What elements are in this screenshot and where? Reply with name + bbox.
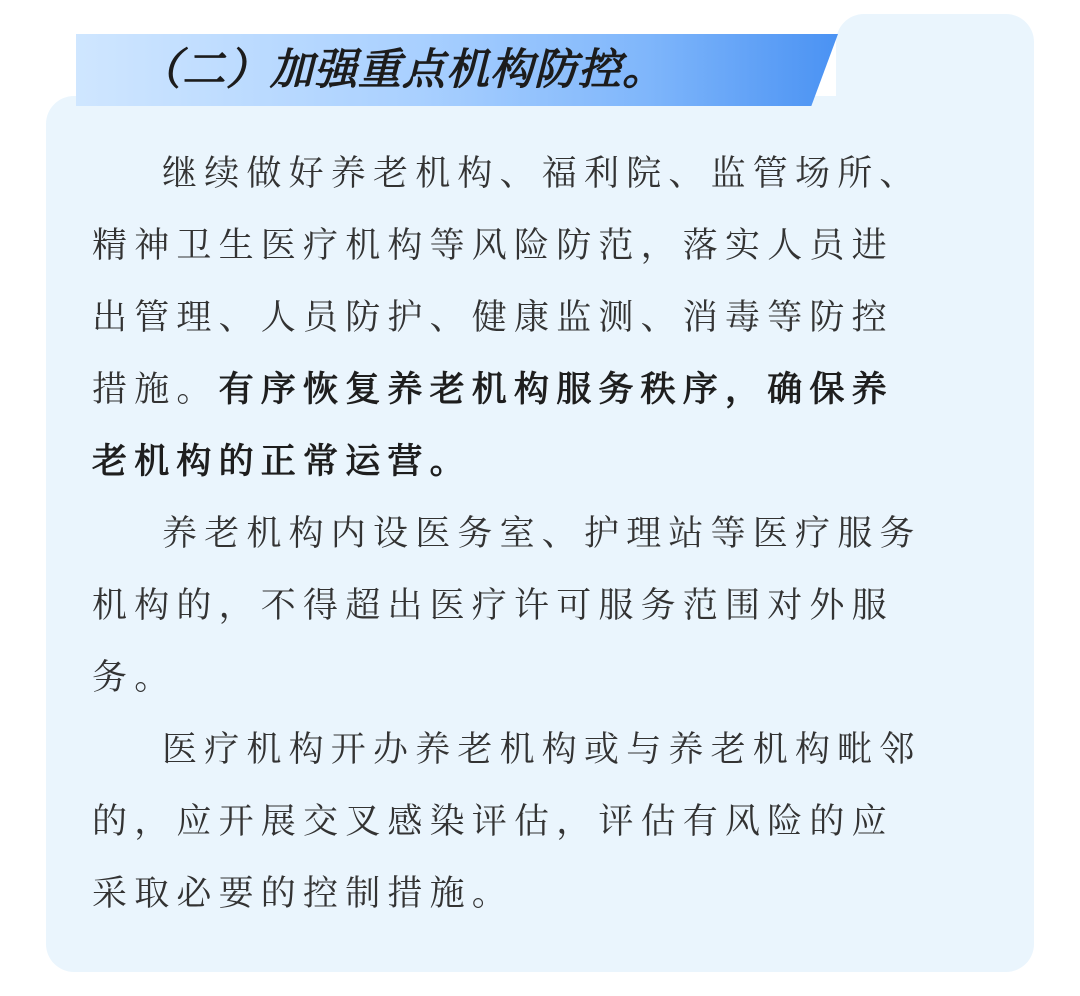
paragraph-line: 的，应开展交叉感染评估，评估有风险的应 — [92, 802, 894, 842]
paragraph-line: 出管理、人员防护、健康监测、消毒等防控 — [92, 298, 894, 338]
section-title: （二）加强重点机构防控。 — [138, 45, 666, 95]
paragraph-line: 养老机构内设医务室、护理站等医疗服务 — [162, 514, 922, 554]
paragraph-line: 精神卫生医疗机构等风险防范，落实人员进 — [92, 226, 894, 266]
normal-text: 措施。 — [92, 370, 219, 410]
emphasis-text: 有序恢复养老机构服务秩序，确保养 — [218, 370, 894, 410]
article-body — [92, 138, 992, 930]
paragraph-line: 继续做好养老机构、福利院、监管场所、 — [162, 154, 922, 194]
paragraph-line: 医疗机构开办养老机构或与养老机构毗邻 — [162, 730, 922, 770]
emphasis-text: 老机构的正常运营。 — [92, 442, 472, 482]
paragraph-line — [92, 354, 992, 426]
paragraph-line — [92, 426, 992, 498]
paragraph-line: 机构的，不得超出医疗许可服务范围对外服 — [92, 586, 894, 626]
paragraph-line: 务。 — [92, 658, 177, 698]
paragraph-line: 采取必要的控制措施。 — [92, 874, 515, 914]
